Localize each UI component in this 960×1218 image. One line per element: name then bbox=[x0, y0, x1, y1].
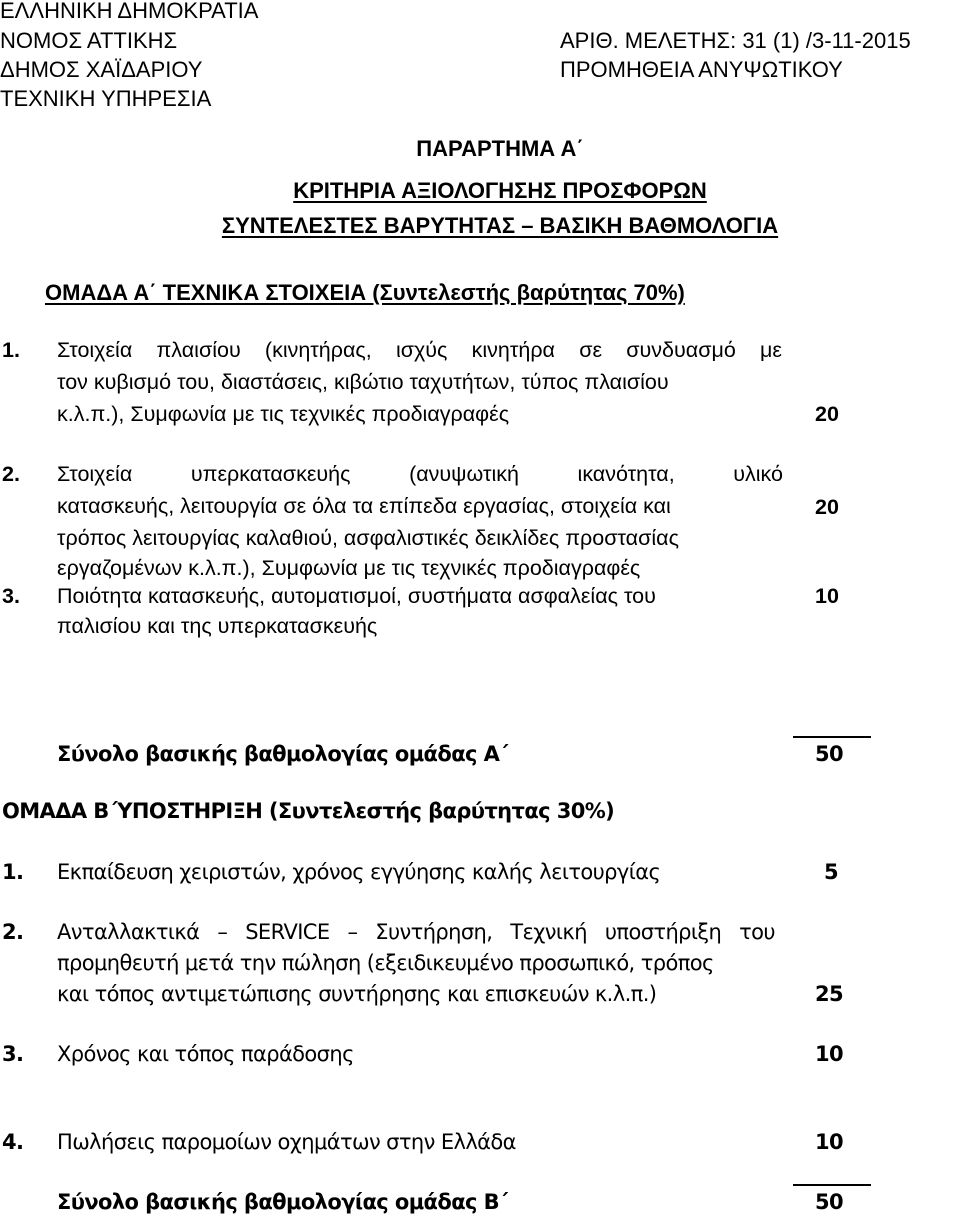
item-score: 20 bbox=[815, 495, 839, 519]
item-text-line: τρόπος λειτουργίας καλαθιού, ασφαλιστικές δεικλίδες προστασίας bbox=[57, 526, 679, 550]
item-text-line: εργαζομένων κ.λ.π.), Συμφωνία με τις τεχνικές προδιαγραφές bbox=[57, 556, 641, 580]
item-text-line: παλισίου και της υπερκατασκευής bbox=[57, 614, 378, 638]
item-score: 25 bbox=[815, 982, 844, 1006]
item-text-line: προμηθευτή μετά την πώληση (εξειδικευμένο προσωπικό, τρόπος bbox=[57, 951, 714, 975]
criteria-title: ΚΡΙΤΗΡΙΑ ΑΞΙΟΛΟΓΗΣΗΣ ΠΡΟΣΦΟΡΩΝ bbox=[293, 178, 707, 203]
item-text-line: Ποιότητα κατασκευής, αυτοματισμοί, συστήματα ασφαλείας του bbox=[57, 584, 656, 608]
prefecture-label: ΝΟΜΟΣ ΑΤΤΙΚΗΣ bbox=[0, 28, 178, 53]
item-text-line: Εκπαίδευση χειριστών, χρόνος εγγύησης καλής λειτουργίας bbox=[57, 860, 661, 884]
group-b-total: 50 bbox=[815, 1190, 844, 1214]
country-label: ΕΛΛΗΝΙΚΗ ΔΗΜΟΚΡΑΤΙΑ bbox=[0, 0, 259, 23]
group-a-heading: ΟΜΑΔΑ Α΄ ΤΕΧΝΙΚΑ ΣΤΟΙΧΕΙΑ (Συντελεστής βαρύτητας 70%) bbox=[45, 280, 685, 305]
procurement-subject: ΠΡΟΜΗΘΕΙΑ ΑΝΥΨΩΤΙΚΟΥ bbox=[560, 57, 843, 82]
item-text-line: κ.λ.π.), Συμφωνία με τις τεχνικές προδιαγραφές bbox=[57, 402, 510, 426]
item-number: 3. bbox=[2, 584, 20, 608]
sum-rule bbox=[793, 736, 871, 738]
item-score: 10 bbox=[815, 1042, 844, 1066]
municipality-label: ΔΗΜΟΣ ΧΑΪΔΑΡΙΟΥ bbox=[0, 57, 203, 82]
department-label: ΤΕΧΝΙΚΗ ΥΠΗΡΕΣΙΑ bbox=[0, 86, 212, 111]
group-b-total-label: Σύνολο βασικής βαθμολογίας ομάδας Β΄ bbox=[57, 1190, 508, 1214]
item-text-line: και τόπος αντιμετώπισης συντήρησης και επισκευών κ.λ.π.) bbox=[57, 982, 657, 1006]
item-number: 3. bbox=[2, 1042, 24, 1066]
item-number: 4. bbox=[2, 1130, 24, 1154]
item-text-line: Ανταλλακτικά – SERVICE – Συντήρηση, Τεχνική υποστήριξη του bbox=[57, 920, 775, 944]
annex-title: ΠΑΡΑΡΤΗΜΑ Α΄ bbox=[416, 136, 584, 161]
item-score: 20 bbox=[815, 402, 839, 426]
group-b-heading: ΟΜΑΔΑ Β΄ΥΠΟΣΤΗΡΙΞΗ (Συντελεστής βαρύτητας 30%) bbox=[2, 799, 615, 823]
sum-rule bbox=[793, 1184, 871, 1186]
item-text-line: τον κυβισμό του, διαστάσεις, κιβώτιο ταχυτήτων, τύπος πλαισίου bbox=[57, 370, 669, 394]
item-score: 10 bbox=[815, 584, 839, 608]
group-a-total-label: Σύνολο βασικής βαθμολογίας ομάδας Α΄ bbox=[57, 742, 508, 766]
item-number: 1. bbox=[2, 338, 20, 362]
item-text-line: Χρόνος και τόπος παράδοσης bbox=[57, 1042, 354, 1066]
item-text-line: κατασκευής, λειτουργία σε όλα τα επίπεδα εργασίας, στοιχεία και bbox=[57, 494, 671, 518]
group-a-total: 50 bbox=[815, 742, 844, 766]
item-number: 1. bbox=[2, 860, 24, 884]
item-text-line: Στοιχεία υπερκατασκευής (ανυψωτική ικανότητα, υλικό bbox=[57, 462, 783, 486]
coefficients-title: ΣΥΝΤΕΛΕΣΤΕΣ ΒΑΡΥΤΗΤΑΣ – ΒΑΣΙΚΗ ΒΑΘΜΟΛΟΓΙΑ bbox=[221, 213, 779, 238]
item-number: 2. bbox=[2, 920, 24, 944]
item-score: 10 bbox=[815, 1130, 844, 1154]
study-number: ΑΡΙΘ. ΜΕΛΕΤΗΣ: 31 (1) /3-11-2015 bbox=[560, 28, 911, 53]
item-number: 2. bbox=[2, 462, 20, 486]
item-text-line: Στοιχεία πλαισίου (κινητήρας, ισχύς κινητήρα σε συνδυασμό με bbox=[57, 338, 782, 362]
item-score: 5 bbox=[824, 860, 839, 884]
item-text-line: Πωλήσεις παρομοίων οχημάτων στην Ελλάδα bbox=[57, 1130, 516, 1154]
